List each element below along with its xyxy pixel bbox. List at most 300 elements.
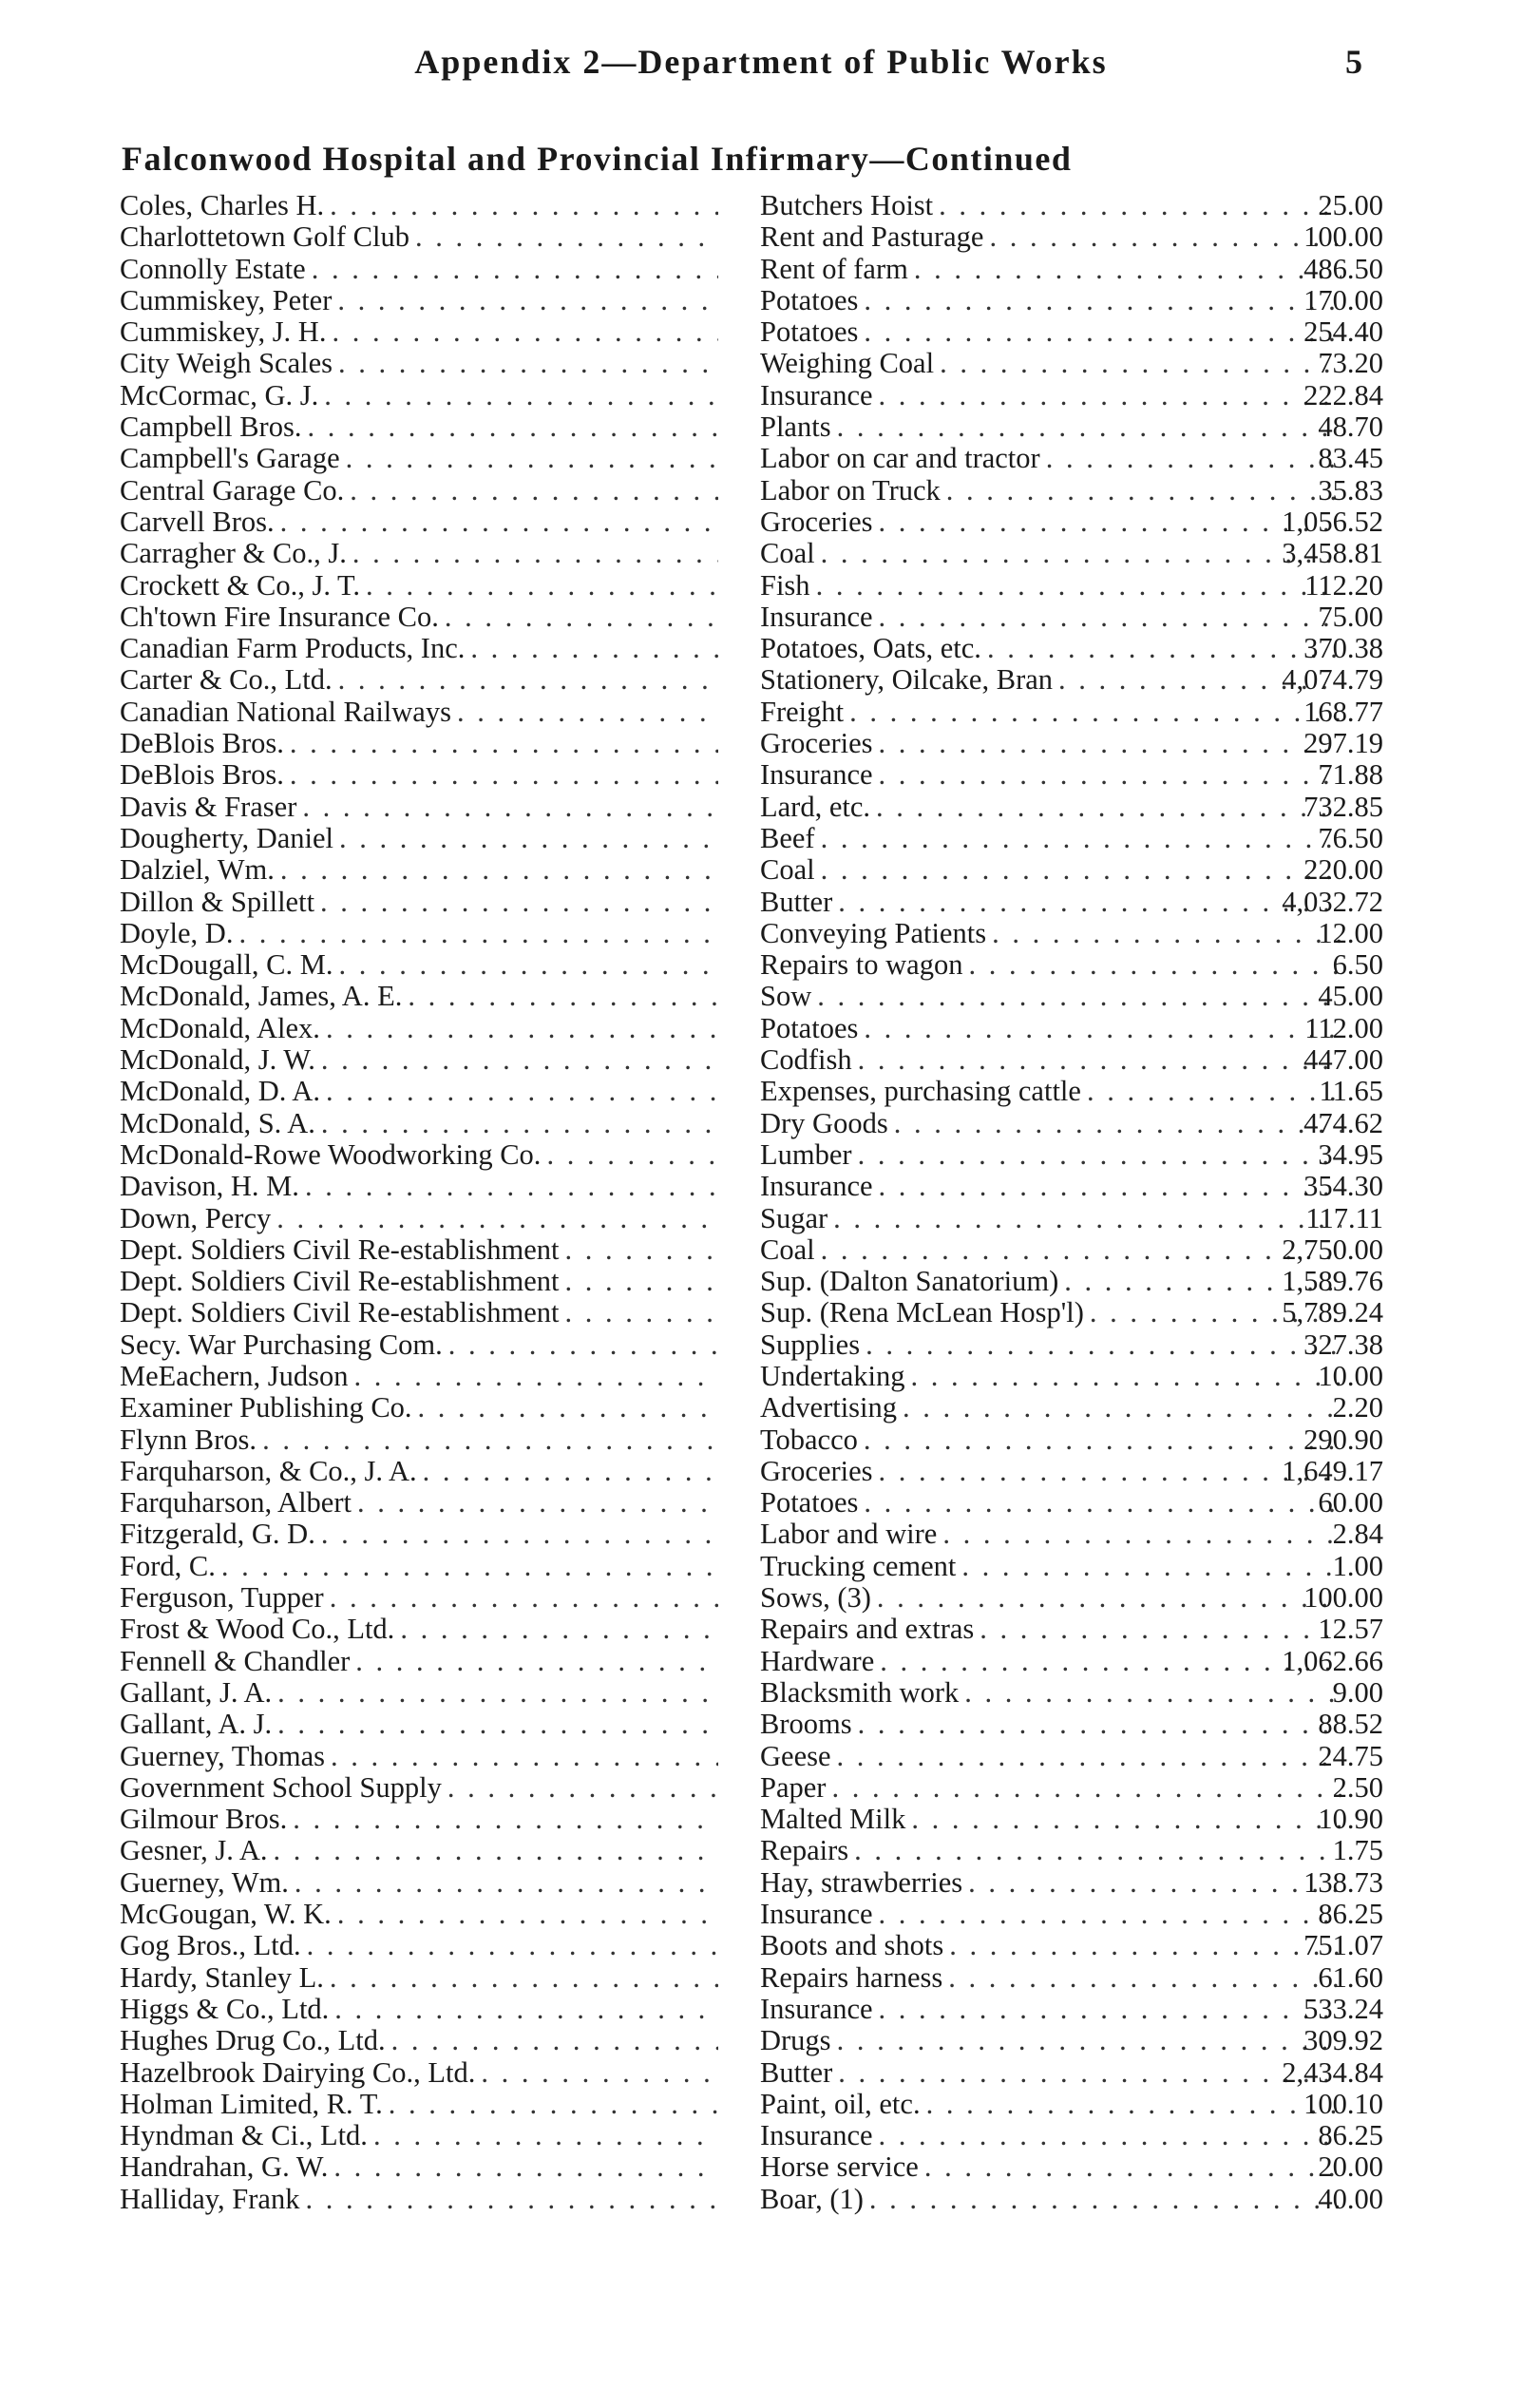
item-description: Brooms <box>760 1709 852 1741</box>
payee-name: Cummiskey, J. H. <box>120 316 327 349</box>
item-description: Malted Milk <box>760 1804 906 1836</box>
payee-cell <box>120 1108 718 1139</box>
payee-name: Ford, C. <box>120 1550 216 1582</box>
dot-leader <box>355 1646 718 1677</box>
payee-cell <box>120 1614 718 1645</box>
item-description: Drugs <box>760 2025 831 2057</box>
amount-cell: 5,789.24 <box>1282 1296 1383 1329</box>
ledger-row <box>120 1234 1383 1266</box>
item-cell <box>760 1551 1341 1582</box>
item-cell <box>760 1456 1341 1487</box>
dot-leader <box>447 1772 718 1804</box>
ledger-table <box>120 190 1383 2215</box>
payee-cell <box>120 411 718 443</box>
payee-cell <box>120 1962 718 1994</box>
payee-cell <box>120 475 718 506</box>
payee-name: Gesner, J. A. <box>120 1835 268 1867</box>
ledger-row <box>120 570 1383 602</box>
item-description: Potatoes <box>760 1487 859 1519</box>
dot-leader <box>221 1551 718 1582</box>
amount-cell: 112.00 <box>1304 1011 1383 1044</box>
item-cell <box>760 2057 1341 2089</box>
item-cell <box>760 2151 1341 2183</box>
dot-leader <box>293 1804 718 1835</box>
item-cell <box>760 221 1341 253</box>
payee-name: Ferguson, Tupper <box>120 1582 324 1615</box>
ledger-row <box>120 221 1383 253</box>
payee-name: McDonald, James, A. E. <box>120 981 403 1013</box>
payee-name: Handrahan, G. W. <box>120 2151 329 2184</box>
amount-cell: 2,750.00 <box>1282 1233 1383 1266</box>
amount-cell: 447.00 <box>1303 1043 1383 1077</box>
ledger-row <box>120 1835 1383 1866</box>
payee-cell <box>120 1930 718 1961</box>
dot-leader <box>346 443 718 474</box>
amount-cell: 1.00 <box>1332 1549 1383 1582</box>
ledger-row <box>120 1519 1383 1550</box>
dot-leader <box>337 1899 718 1930</box>
payee-cell <box>120 1234 718 1266</box>
dot-leader <box>338 348 718 379</box>
payee-name: Examiner Publishing Co. <box>120 1392 412 1424</box>
payee-name: DeBlois Bros. <box>120 759 284 792</box>
ledger-row <box>120 2120 1383 2151</box>
item-description: Butchers Hoist <box>760 190 934 221</box>
ledger-row <box>120 1108 1383 1139</box>
payee-name: Guerney, Thomas <box>120 1740 325 1772</box>
amount-cell: 35.83 <box>1318 473 1383 506</box>
ledger-row <box>120 475 1383 506</box>
item-cell <box>760 1171 1341 1202</box>
item-description: Codfish <box>760 1044 852 1077</box>
payee-cell <box>120 380 718 411</box>
payee-cell <box>120 190 718 221</box>
ledger-row <box>120 1044 1383 1076</box>
item-cell <box>760 1930 1341 1961</box>
ledger-row <box>120 1424 1383 1456</box>
dot-leader <box>305 2184 718 2215</box>
item-cell <box>760 285 1341 316</box>
payee-cell <box>120 1456 718 1487</box>
payee-name: Gallant, J. A. <box>120 1676 273 1709</box>
amount-cell: 83.45 <box>1318 442 1383 475</box>
amount-cell: 100.00 <box>1303 220 1383 254</box>
item-description: Sup. (Rena McLean Hosp'l) <box>760 1297 1084 1329</box>
ledger-row <box>120 854 1383 886</box>
ledger-row <box>120 1582 1383 1614</box>
item-cell <box>760 1962 1341 1994</box>
payee-name: Farquharson, Albert <box>120 1487 352 1519</box>
ledger-row <box>120 380 1383 411</box>
item-cell <box>760 1076 1341 1107</box>
payee-name: Frost & Wood Co., Ltd. <box>120 1614 395 1646</box>
dot-leader <box>352 538 718 569</box>
payee-name: Gallant, A. J. <box>120 1709 273 1741</box>
payee-name: Hazelbrook Dairying Co., Ltd. <box>120 2056 476 2089</box>
amount-cell: 4,074.79 <box>1282 663 1383 697</box>
item-cell <box>760 1329 1341 1361</box>
item-cell <box>760 792 1341 823</box>
amount-cell: 354.30 <box>1303 1170 1383 1203</box>
payee-cell <box>120 538 718 569</box>
payee-name: Dalziel, Wm. <box>120 854 275 887</box>
amount-cell: 76.50 <box>1318 821 1383 854</box>
amount-cell: 10.90 <box>1318 1803 1383 1836</box>
ledger-row <box>120 1772 1383 1804</box>
ledger-row <box>120 1361 1383 1392</box>
dot-leader <box>373 2120 718 2151</box>
payee-name: Doyle, D. <box>120 917 234 949</box>
dot-leader <box>280 506 718 538</box>
dot-leader <box>276 1203 718 1234</box>
ledger-row <box>120 697 1383 728</box>
ledger-row <box>120 2151 1383 2183</box>
item-cell <box>760 1741 1341 1772</box>
dot-leader <box>415 221 718 253</box>
item-description: Beef <box>760 822 815 854</box>
payee-name: Campbell Bros. <box>120 411 302 444</box>
payee-cell <box>120 664 718 696</box>
payee-cell <box>120 1361 718 1392</box>
payee-cell <box>120 443 718 474</box>
item-description: Potatoes <box>760 1012 859 1044</box>
payee-name: McDougall, C. M. <box>120 949 333 982</box>
payee-cell <box>120 728 718 759</box>
amount-cell: 751.07 <box>1303 1929 1383 1962</box>
amount-cell: 327.38 <box>1303 1328 1383 1361</box>
item-cell <box>760 1646 1341 1677</box>
payee-cell <box>120 633 718 664</box>
dot-leader <box>302 792 718 823</box>
payee-cell <box>120 1994 718 2025</box>
item-cell <box>760 443 1341 474</box>
item-description: Sup. (Dalton Sanatorium) <box>760 1266 1059 1298</box>
payee-cell <box>120 2025 718 2056</box>
item-cell <box>760 918 1341 949</box>
amount-cell: 3,458.81 <box>1282 537 1383 570</box>
ledger-row <box>120 1297 1383 1328</box>
payee-name: Down, Percy <box>120 1202 272 1234</box>
dot-leader <box>423 1456 718 1487</box>
payee-name: McCormac, G. J. <box>120 379 319 411</box>
amount-cell: 71.88 <box>1318 758 1383 792</box>
dot-leader <box>400 1614 718 1645</box>
payee-cell <box>120 823 718 854</box>
ledger-row <box>120 602 1383 633</box>
amount-cell: 222.84 <box>1303 378 1383 411</box>
payee-cell <box>120 1867 718 1899</box>
payee-name: DeBlois Bros. <box>120 728 284 760</box>
amount-cell: 12.57 <box>1318 1613 1383 1646</box>
payee-name: Charlottetown Golf Club <box>120 221 409 254</box>
ledger-row <box>120 348 1383 379</box>
payee-cell <box>120 2184 718 2215</box>
payee-name: McDonald, Alex. <box>120 1012 320 1044</box>
amount-cell: 20.00 <box>1318 2150 1383 2184</box>
amount-cell: 73.20 <box>1318 347 1383 380</box>
dot-leader <box>350 475 718 506</box>
payee-cell <box>120 221 718 253</box>
item-cell <box>760 1297 1341 1328</box>
amount-cell: 1,589.76 <box>1282 1265 1383 1298</box>
payee-name: Connolly Estate <box>120 253 306 285</box>
item-cell <box>760 854 1341 886</box>
payee-name: Davis & Fraser <box>120 791 297 823</box>
payee-name: Coles, Charles H. <box>120 190 325 221</box>
payee-cell <box>120 2057 718 2089</box>
ledger-row <box>120 443 1383 474</box>
item-cell <box>760 348 1341 379</box>
amount-cell: 88.52 <box>1318 1708 1383 1741</box>
payee-cell <box>120 1835 718 1866</box>
payee-cell <box>120 1171 718 1202</box>
running-title: Appendix 2—Department of Public Works <box>414 43 1108 81</box>
ledger-row <box>120 1741 1383 1772</box>
payee-cell <box>120 1741 718 1772</box>
page-number: 5 <box>1345 43 1362 81</box>
amount-cell: 100.10 <box>1303 2087 1383 2120</box>
payee-name: Higgs & Co., Ltd. <box>120 1993 330 2025</box>
payee-name: Hyndman & Ci., Ltd. <box>120 2120 368 2152</box>
item-cell <box>760 1867 1341 1899</box>
item-description: Sows, (3) <box>760 1582 871 1615</box>
payee-cell <box>120 1772 718 1804</box>
ledger-row <box>120 1139 1383 1171</box>
dot-leader <box>354 1361 718 1392</box>
payee-cell <box>120 1139 718 1171</box>
ledger-row <box>120 1646 1383 1677</box>
amount-cell: 309.92 <box>1303 2024 1383 2057</box>
dot-leader <box>339 949 718 981</box>
item-cell <box>760 2025 1341 2056</box>
ledger-row <box>120 254 1383 285</box>
page-header <box>0 42 1522 89</box>
dot-leader <box>321 1519 718 1550</box>
amount-cell: 533.24 <box>1303 1992 1383 2025</box>
dot-leader <box>366 570 718 602</box>
payee-cell <box>120 1899 718 1930</box>
item-description: Insurance <box>760 1899 873 1931</box>
payee-cell <box>120 2089 718 2120</box>
payee-name: McDonald, S. A. <box>120 1107 315 1139</box>
payee-name: Dept. Soldiers Civil Re-establishment <box>120 1266 560 1298</box>
ledger-row <box>120 190 1383 221</box>
payee-name: MeEachern, Judson <box>120 1360 349 1392</box>
payee-cell <box>120 1424 718 1456</box>
item-cell <box>760 2184 1341 2215</box>
payee-cell <box>120 1044 718 1076</box>
ledger-row <box>120 1203 1383 1234</box>
dot-leader <box>357 1487 718 1519</box>
item-cell <box>760 1108 1341 1139</box>
payee-name: McGougan, W. K. <box>120 1899 332 1931</box>
amount-cell: 732.85 <box>1303 790 1383 823</box>
item-description: Rent of farm <box>760 253 908 285</box>
payee-name: Gilmour Bros. <box>120 1804 288 1836</box>
dot-leader <box>565 1266 718 1297</box>
dot-leader <box>546 1139 718 1171</box>
amount-cell: 1,649.17 <box>1282 1454 1383 1487</box>
payee-name: Campbell's Garage <box>120 443 340 475</box>
item-cell <box>760 1614 1341 1645</box>
amount-cell: 61.60 <box>1318 1960 1383 1994</box>
amount-cell: 2.84 <box>1332 1518 1383 1551</box>
amount-cell: 297.19 <box>1303 727 1383 760</box>
ledger-row <box>120 1994 1383 2025</box>
ledger-row <box>120 728 1383 759</box>
item-description: Labor on car and tractor <box>760 443 1040 475</box>
amount-cell: 40.00 <box>1318 2182 1383 2215</box>
item-description: Hardware <box>760 1645 875 1677</box>
item-cell <box>760 1582 1341 1614</box>
dot-leader <box>330 1582 718 1614</box>
dot-leader <box>277 1709 718 1740</box>
payee-name: Dillon & Spillett <box>120 886 315 918</box>
item-description: Blacksmith work <box>760 1676 960 1709</box>
amount-cell: 1.75 <box>1332 1834 1383 1867</box>
item-description: Trucking cement <box>760 1550 957 1582</box>
item-description: Dry Goods <box>760 1107 888 1139</box>
ledger-row <box>120 1899 1383 1930</box>
item-cell <box>760 1994 1341 2025</box>
dot-leader <box>391 2025 718 2056</box>
dot-leader <box>290 759 718 791</box>
dot-leader <box>481 2057 718 2089</box>
item-description: Insurance <box>760 601 873 633</box>
item-cell <box>760 1392 1341 1424</box>
item-cell <box>760 570 1341 602</box>
item-description: Potatoes <box>760 316 859 349</box>
item-cell <box>760 759 1341 791</box>
item-cell <box>760 380 1341 411</box>
amount-cell: 2,434.84 <box>1282 2055 1383 2089</box>
payee-name: Central Garage Co. <box>120 474 345 506</box>
item-cell <box>760 1487 1341 1519</box>
payee-name: Fennell & Chandler <box>120 1645 351 1677</box>
amount-cell: 2.50 <box>1332 1770 1383 1804</box>
dot-leader <box>238 918 718 949</box>
item-description: Horse service <box>760 2151 919 2184</box>
ledger-row <box>120 981 1383 1012</box>
item-description: Paper <box>760 1771 827 1804</box>
item-description: Lumber <box>760 1138 852 1171</box>
item-description: Advertising <box>760 1392 898 1424</box>
item-description: Labor on Truck <box>760 474 941 506</box>
dot-leader <box>330 190 718 221</box>
payee-name: Crockett & Co., J. T. <box>120 569 361 602</box>
dot-leader <box>321 1044 718 1076</box>
dot-leader <box>408 981 718 1012</box>
item-description: Conveying Patients <box>760 917 987 949</box>
amount-cell: 170.00 <box>1303 283 1383 316</box>
payee-name: Dougherty, Daniel <box>120 822 334 854</box>
dot-leader <box>326 1013 718 1044</box>
ledger-row <box>120 506 1383 538</box>
ledger-row <box>120 2184 1383 2215</box>
item-description: Groceries <box>760 1455 873 1487</box>
item-description: Freight <box>760 696 845 728</box>
ledger-row <box>120 1804 1383 1835</box>
payee-cell <box>120 1487 718 1519</box>
payee-cell <box>120 285 718 316</box>
item-description: Geese <box>760 1740 831 1772</box>
ledger-row <box>120 823 1383 854</box>
item-description: Repairs and extras <box>760 1614 975 1646</box>
amount-cell: 86.25 <box>1318 1898 1383 1931</box>
ledger-row <box>120 1867 1383 1899</box>
item-description: Insurance <box>760 1993 873 2025</box>
payee-name: Gog Bros., Ltd. <box>120 1930 301 1962</box>
item-cell <box>760 1899 1341 1930</box>
ledger-row <box>120 664 1383 696</box>
dot-leader <box>262 1424 718 1456</box>
item-description: Coal <box>760 854 815 887</box>
payee-name: McDonald, D. A. <box>120 1076 320 1108</box>
amount-cell: 254.40 <box>1303 315 1383 349</box>
dot-leader <box>307 411 718 443</box>
item-cell <box>760 1361 1341 1392</box>
ledger-row <box>120 887 1383 918</box>
item-description: Plants <box>760 411 831 444</box>
item-cell <box>760 190 1341 221</box>
item-cell <box>760 1709 1341 1740</box>
dot-leader <box>331 1741 718 1772</box>
dot-leader <box>448 1329 718 1361</box>
amount-cell: 34.95 <box>1318 1137 1383 1171</box>
dot-leader <box>389 2089 718 2120</box>
payee-name: Guerney, Wm. <box>120 1866 289 1899</box>
payee-cell <box>120 1551 718 1582</box>
amount-cell: 290.90 <box>1303 1423 1383 1456</box>
ledger-row <box>120 1392 1383 1424</box>
item-cell <box>760 823 1341 854</box>
item-description: Rent and Pasturage <box>760 221 984 254</box>
dot-leader <box>470 633 718 664</box>
item-cell <box>760 1835 1341 1866</box>
payee-cell <box>120 2151 718 2183</box>
dot-leader <box>321 1108 718 1139</box>
item-description: Hay, strawberries <box>760 1866 963 1899</box>
dot-leader <box>565 1234 718 1266</box>
amount-cell: 370.38 <box>1303 632 1383 665</box>
item-description: Expenses, purchasing cattle <box>760 1076 1081 1108</box>
amount-cell: 220.00 <box>1303 853 1383 887</box>
payee-name: Flynn Bros. <box>120 1424 257 1456</box>
ledger-row <box>120 1329 1383 1361</box>
ledger-row <box>120 1456 1383 1487</box>
payee-name: McDonald-Rowe Woodworking Co. <box>120 1138 542 1171</box>
item-description: Boots and shots <box>760 1930 944 1962</box>
amount-cell: 138.73 <box>1303 1865 1383 1899</box>
ledger-row <box>120 1487 1383 1519</box>
item-description: Groceries <box>760 728 873 760</box>
dot-leader <box>445 602 718 633</box>
payee-cell <box>120 981 718 1012</box>
amount-cell: 24.75 <box>1318 1739 1383 1772</box>
payee-cell <box>120 2120 718 2151</box>
dot-leader <box>330 1962 718 1994</box>
item-cell <box>760 664 1341 696</box>
payee-cell <box>120 1646 718 1677</box>
amount-cell: 2.20 <box>1332 1391 1383 1424</box>
payee-cell <box>120 1203 718 1234</box>
amount-cell: 9.00 <box>1332 1675 1383 1709</box>
item-cell <box>760 1266 1341 1297</box>
payee-name: Holman Limited, R. T. <box>120 2088 383 2120</box>
item-description: Potatoes <box>760 284 859 316</box>
payee-name: Secy. War Purchasing Com. <box>120 1328 443 1361</box>
dot-leader <box>339 823 718 854</box>
